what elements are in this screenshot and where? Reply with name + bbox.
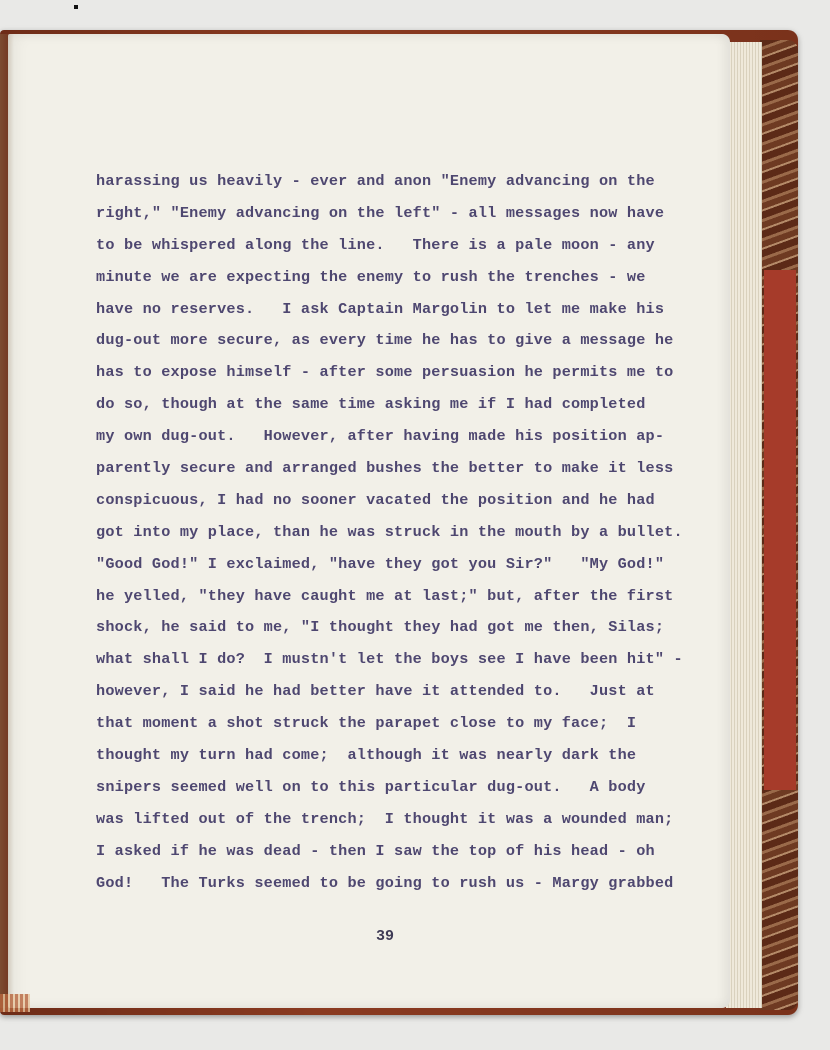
text-line: parently secure and arranged bushes the better to make it less (96, 459, 674, 478)
text-line: dug-out more secure, as every time he has to give a message he (96, 331, 674, 350)
text-line: my own dug-out. However, after having made his position ap- (96, 427, 665, 446)
typewritten-text (96, 166, 726, 899)
text-line: minute we are expecting the enemy to rush the trenches - we (96, 267, 646, 286)
text-line: however, I said he had better have it attended to. Just at (96, 682, 655, 701)
text-line: snipers seemed well on to this particular dug-out. A body (96, 777, 646, 796)
text-line: harassing us heavily - ever and anon "Enemy advancing on the (96, 172, 655, 190)
page-number: 39 (376, 928, 395, 945)
text-line: he yelled, "they have caught me at last;" but, after the first (96, 586, 674, 605)
text-line: that moment a shot struck the parapet close to my face; I (96, 714, 637, 733)
text-line: has to expose himself - after some persuasion he permits me to (96, 363, 674, 382)
text-line: shock, he said to me, "I thought they had got me then, Silas; (96, 618, 665, 637)
text-line: God! The Turks seemed to be going to rush us - Margy grabbed (96, 873, 674, 892)
cover-red-panel (764, 270, 796, 790)
text-line: do so, though at the same time asking me if I had completed (96, 395, 646, 414)
marbled-edge (0, 994, 30, 1012)
page-edges (726, 42, 762, 1008)
text-line: right," "Enemy advancing on the left" - all messages now have (96, 203, 665, 222)
text-line: I asked if he was dead - then I saw the top of his head - oh (96, 841, 655, 860)
text-line: have no reserves. I ask Captain Margolin to let me make his (96, 299, 665, 318)
text-line: to be whispered along the line. There is a pale moon - any (96, 235, 655, 254)
text-line: what shall I do? I mustn't let the boys see I have been hit" - (96, 650, 683, 669)
text-line: thought my turn had come; although it was nearly dark the (96, 746, 637, 765)
text-line: got into my place, than he was struck in the mouth by a bullet. (96, 522, 683, 541)
text-line: "Good God!" I exclaimed, "have they got you Sir?" "My God!" (96, 554, 665, 573)
text-line: conspicuous, I had no sooner vacated the position and he had (96, 490, 655, 509)
text-line: was lifted out of the trench; I thought it was a wounded man; (96, 809, 674, 828)
scan-speck (74, 5, 78, 9)
gutter-shadow (0, 34, 14, 1008)
